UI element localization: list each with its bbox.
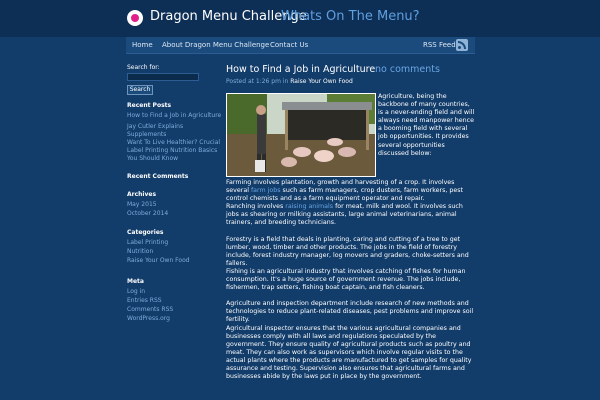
- recent-posts-heading: Recent Posts: [127, 102, 172, 109]
- raising-animals-link[interactable]: raising animals: [285, 203, 334, 211]
- comments-link[interactable]: no comments: [375, 64, 440, 75]
- post-meta: [226, 78, 353, 85]
- meta-link-entries-rss[interactable]: Entries RSS: [127, 297, 162, 304]
- site-tagline: Whats On The Menu?: [281, 9, 420, 24]
- site-title[interactable]: Dragon Menu Challenge: [150, 9, 307, 24]
- recent-post-link[interactable]: Jay Cutler Explains Supplements: [127, 123, 184, 138]
- meta-link-wordpress[interactable]: WordPress.org: [127, 315, 170, 322]
- post-paragraph: Agriculture, being the backbone of many countries, is a never-ending field and will always need manpower hence a booming field with several job opportunities. It provides several opportunities discussed below:: [378, 93, 475, 157]
- farm-jobs-link[interactable]: farm jobs: [250, 187, 281, 195]
- recent-post-link[interactable]: Want To Live Healthier? Crucial Label Printing Nutrition Basics You Should Know: [127, 139, 221, 162]
- meta-link-login[interactable]: Log in: [127, 288, 146, 295]
- post-date: Posted at 1:26 pm in: [226, 78, 289, 85]
- nav-bar: [126, 37, 475, 54]
- post-paragraph: Agriculture and inspection department include research of new methods and technologies to reduce plant-related diseases, pest problems and improve soil fertility. Agricultural inspector ensures that the various agricultural companies and businesses comply with all laws and regulations speculated by the government. They ensure quality of agricultural products such as poultry and meat. They can also work as supervisors which involve regular visits to the actual plants where the products are manufactured to get samples for quality assurance and testing. Supervision also ensures that agricultural farms and businesses abide by the laws put in place by the government.: [226, 300, 474, 381]
- recent-comments-heading: Recent Comments: [127, 173, 189, 180]
- post-content: [226, 93, 476, 389]
- search-button[interactable]: Search: [127, 85, 153, 95]
- rss-icon[interactable]: [456, 39, 468, 51]
- search-input[interactable]: [127, 73, 199, 81]
- nav-item-about[interactable]: About Dragon Menu Challenge: [162, 41, 270, 49]
- search-label: Search for:: [127, 64, 160, 71]
- meta-link-comments-rss[interactable]: Comments RSS: [127, 306, 174, 313]
- archive-link[interactable]: May 2015: [127, 201, 157, 208]
- site-logo-icon[interactable]: [127, 10, 143, 26]
- meta-heading: Meta: [127, 278, 144, 285]
- nav-item-home[interactable]: Home: [132, 41, 153, 49]
- post-paragraph: Farming involves plantation, growth and harvesting of a crop. It involves several farm jobs such as farm managers, crop dusters, farm workers, pest control chemists and as a farm equipment operator and repair. Ranching involves raising animals for meat, milk and wool. It involves such jobs as shearing or milking assistants, large animal veterinarians, animal trainers, and breeding technicians.: [226, 179, 464, 227]
- post-title[interactable]: How to Find a Job in Agriculture: [226, 64, 376, 75]
- category-link[interactable]: Label Printing: [127, 239, 169, 246]
- rss-feed-link[interactable]: RSS Feed: [423, 41, 456, 49]
- recent-post-link[interactable]: How to Find a Job in Agriculture: [127, 112, 222, 119]
- categories-heading: Categories: [127, 229, 164, 236]
- post-paragraph: Forestry is a field that deals in planting, caring and cutting of a tree to get lumber, wood, timber and other products. The jobs in the field of forestry include, forest industry manager, log movers and graders, choke-setters and fallers. Fishing is an agricultural industry that involves catching of fishes for human consumption. It's a huge source of government revenue. The jobs include, fishermen, trap setters, fishing boat captain, and fish cleaners.: [226, 235, 469, 292]
- archive-link[interactable]: October 2014: [127, 210, 169, 217]
- archives-heading: Archives: [127, 191, 157, 198]
- nav-item-contact[interactable]: Contact Us: [270, 41, 309, 49]
- category-link[interactable]: Raise Your Own Food: [127, 257, 190, 264]
- post-category-link[interactable]: Raise Your Own Food: [290, 78, 353, 85]
- category-link[interactable]: Nutrition: [127, 248, 154, 255]
